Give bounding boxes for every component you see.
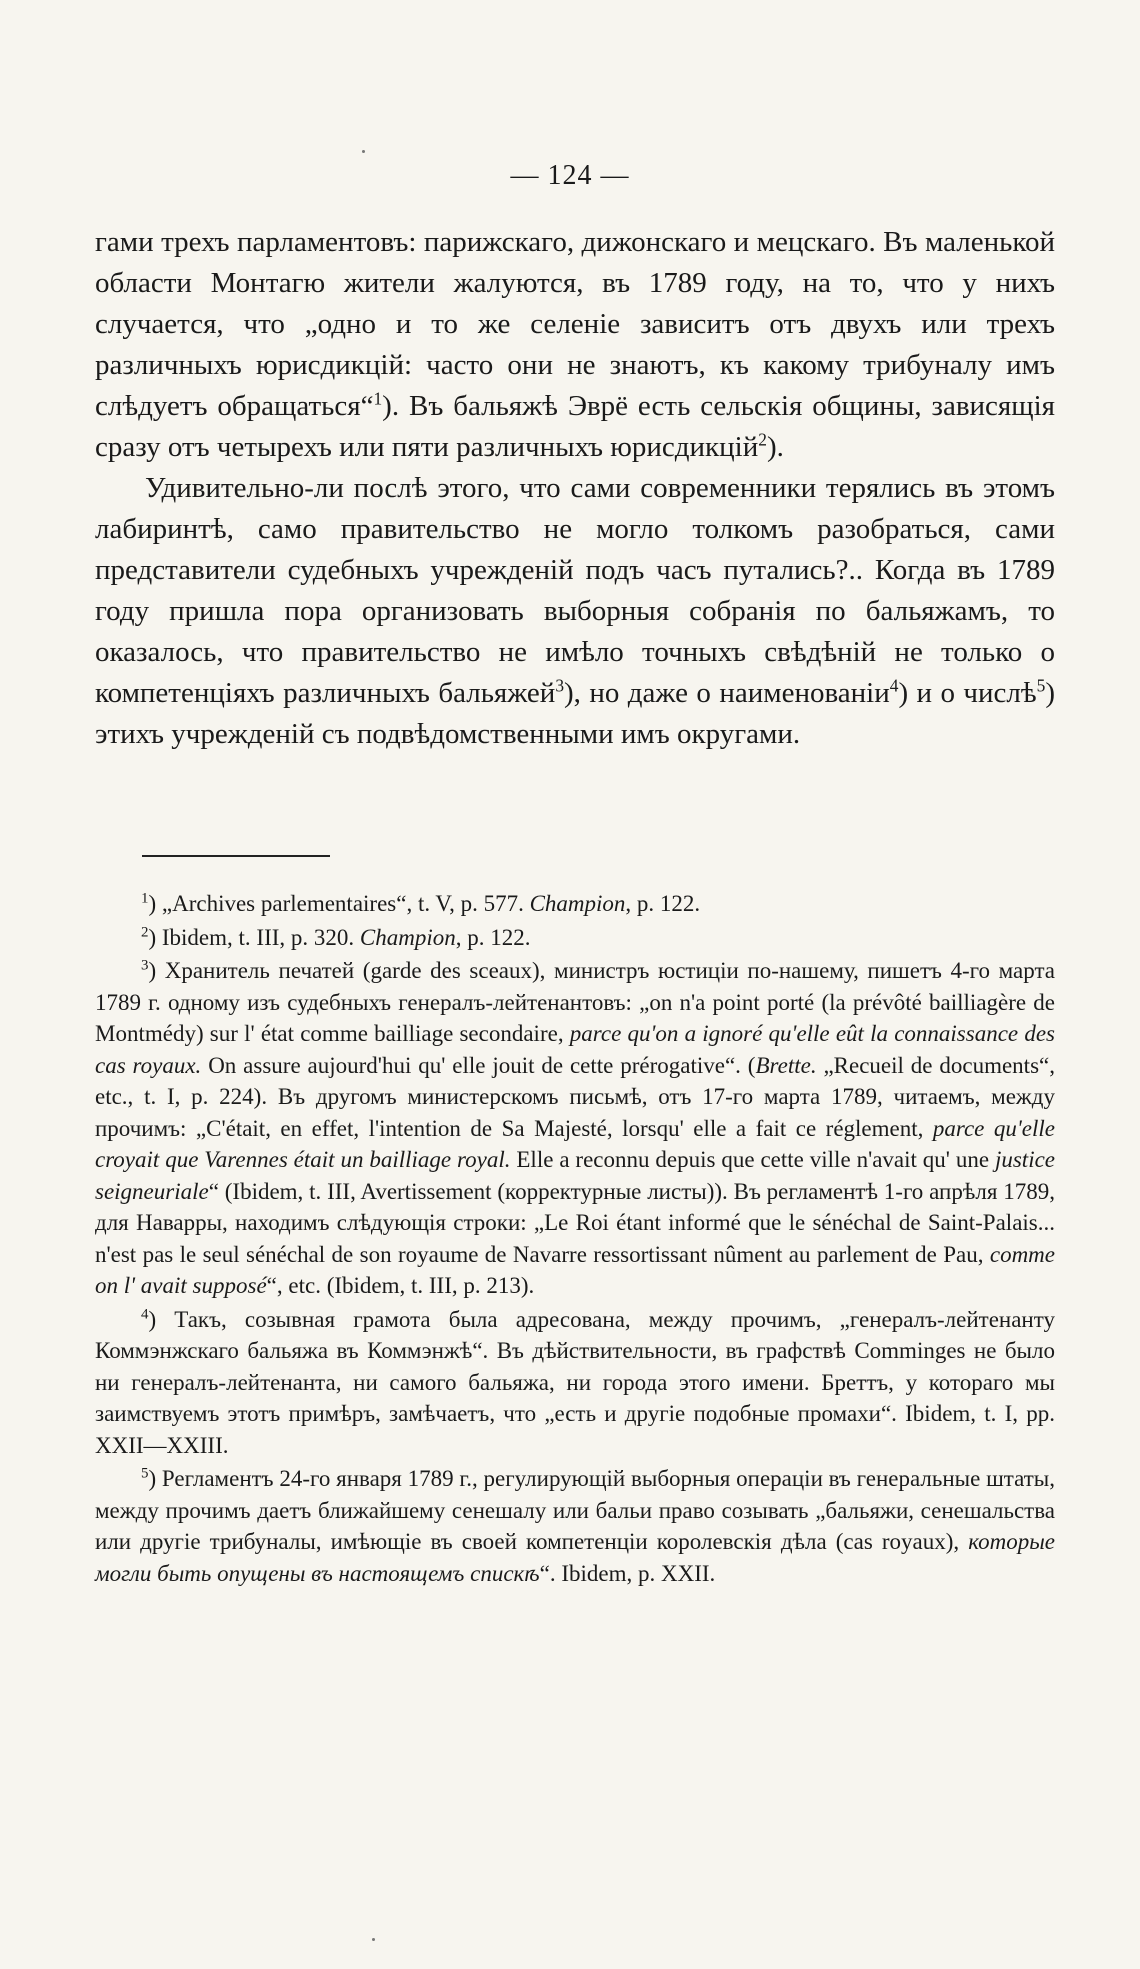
paragraph-text: ) этихъ учрежденій съ подвѣдомственными имъ округами.: [95, 677, 1055, 750]
footnote-ref-1[interactable]: 1: [373, 388, 383, 409]
footnote-italic: parce qu'elle croyait que Varennes était un bailliage royal.: [95, 1115, 1055, 1172]
footnote-italic: comme on l' avait supposé: [95, 1241, 1055, 1298]
footnote-text: „Recueil de documents“, etc., t. I, p. 224). Въ другомъ министерскомъ письмѣ, отъ 17-го марта 1789, читаемъ, между прочимъ: „C'était, en effet, l'intention de Sa Majesté, lorsqu' elle a fait ce réglement,: [95, 1052, 1055, 1141]
footnote-marker: 4: [141, 1305, 149, 1322]
footnote-marker: 3: [141, 957, 149, 974]
footnote-text: ) „Archives parlementaires“, t. V, p. 577.: [148, 891, 530, 916]
footnote-italic: которые могли быть опущены въ настоящемъ спискѣ: [95, 1529, 1055, 1586]
footnote-italic: Champion: [529, 891, 626, 916]
footnote-text: “. Ibidem, p. XXII.: [539, 1560, 716, 1586]
page-number: — 124 —: [510, 160, 630, 191]
paragraph-text: Удивительно-ли послѣ этого, что сами современники терялись въ этомъ лабиринтѣ, само правительство не могло толкомъ разобраться, сами представители судебныхъ учрежденій подъ часъ путались?.. Когда въ 1789 году пришла пора организовать выборныя собранія по бальяжамъ, то оказалось, что правительство не имѣло точныхъ свѣдѣній не только о компетенціяхъ различныхъ бальяжей: [95, 472, 1055, 709]
footnote-ref-4[interactable]: 4: [889, 675, 899, 696]
footnotes: [95, 888, 1055, 1591]
footnote-marker: 1: [141, 890, 149, 907]
footnote-italic: justice seigneuriale: [95, 1147, 1056, 1204]
footnote-text: “, etc. (Ibidem, t. III, p. 213).: [266, 1273, 535, 1298]
footnote-text: ) Ibidem, t. III, p. 320.: [148, 924, 360, 950]
footnote-italic: parce qu'on a ignoré qu'elle eût la connaissance des cas royaux.: [95, 1021, 1055, 1078]
footnote-ref-3[interactable]: 3: [555, 675, 565, 696]
footnote-text: ) Такъ, созывная грамота была адресована, между прочимъ, „генералъ-лейтенанту Коммэнжскаго бальяжа въ Коммэнжѣ“. Въ дѣйствительности, въ графствѣ Comminges не было ни генералъ-лейтенанта, ни самого бальяжа, ни города этого имени. Бреттъ, у котораго мы заимствуемъ этотъ примѣръ, замѣчаетъ, что „есть и другіе подобные промахи“. Ibidem, t. I, pp. XXII—XXIII.: [95, 1306, 1055, 1458]
footnote-marker: 5: [141, 1465, 149, 1482]
paragraph-text: ) и о числѣ: [898, 677, 1037, 709]
footnote-ref-2[interactable]: 2: [758, 429, 767, 450]
paragraph-text: ), но даже о наименованіи: [564, 677, 890, 709]
footnote-5: [95, 1463, 1055, 1589]
footnote-4: [95, 1304, 1055, 1462]
footnote-text: ) Хранитель печатей (garde des sceaux), министръ юстиціи по-нашему, пишетъ 4-го марта 1789 г. одному изъ судебныхъ генералъ-лейтенантовъ: „on n'a point porté (la prévôté bailliagère de Montmédy) sur l' état comme bailliage secondaire,: [95, 958, 1055, 1046]
paragraph-text: гами трехъ парламентовъ: парижскаго, дижонскаго и мецскаго. Въ маленькой области Монтагю жители жалуются, въ 1789 году, на то, что у нихъ случается, что „одно и то же селеніе зависитъ отъ двухъ или трехъ различныхъ юрисдикцій: часто они не знаютъ, къ какому трибуналу имъ слѣдуетъ обращаться“: [95, 226, 1055, 422]
footnote-ref-5[interactable]: 5: [1036, 675, 1046, 696]
footnote-italic: Brette.: [755, 1052, 817, 1078]
paragraph-text: ). Въ бальяжѣ Эврё есть сельскія общины, зависящія сразу отъ четырехъ или пяти различныхъ юрисдикцій: [95, 390, 1055, 463]
footnote-italic: Champion: [359, 924, 456, 950]
main-text: [95, 222, 1055, 755]
footnote-text: , p. 122.: [455, 924, 531, 950]
footnote-divider: [142, 855, 330, 857]
footnote-text: ) Регламентъ 24-го января 1789 г., регулирующій выборныя операціи въ генеральные штаты, между прочимъ даетъ ближайшему сенешалу или бальи право созывать „бальяжи, сенешальства или другіе трибуналы, имѣющіе въ своей компетенціи королевскія дѣла (cas royaux),: [95, 1466, 1055, 1554]
footnote-2: [95, 922, 1055, 954]
paragraph-1: [95, 222, 1055, 468]
paragraph-text: ).: [766, 431, 784, 463]
footnote-text: Elle a reconnu depuis que cette ville n'avait qu' une: [510, 1147, 995, 1172]
print-speck: [372, 1938, 375, 1941]
paragraph-2: [95, 468, 1055, 755]
footnote-text: , p. 122.: [625, 891, 701, 916]
footnote-3: [95, 955, 1055, 1302]
footnote-marker: 2: [141, 923, 149, 940]
footnote-text: On assure aujourd'hui qu' elle jouit de cette prérogative“. (: [201, 1052, 756, 1078]
footnote-text: “ (Ibidem, t. III, Avertissement (корректурные листы)). Въ регламентѣ 1-го апрѣля 1789, для Наварры, находимъ слѣдующія строки: „Le Roi étant informé que le sénéchal de Saint-Palais... n'est pas le seul sénéchal de son royaume de Navarre ressortissant nûment au parlement de Pau,: [95, 1178, 1055, 1267]
footnote-1: [95, 888, 1055, 920]
print-speck: [362, 150, 365, 153]
